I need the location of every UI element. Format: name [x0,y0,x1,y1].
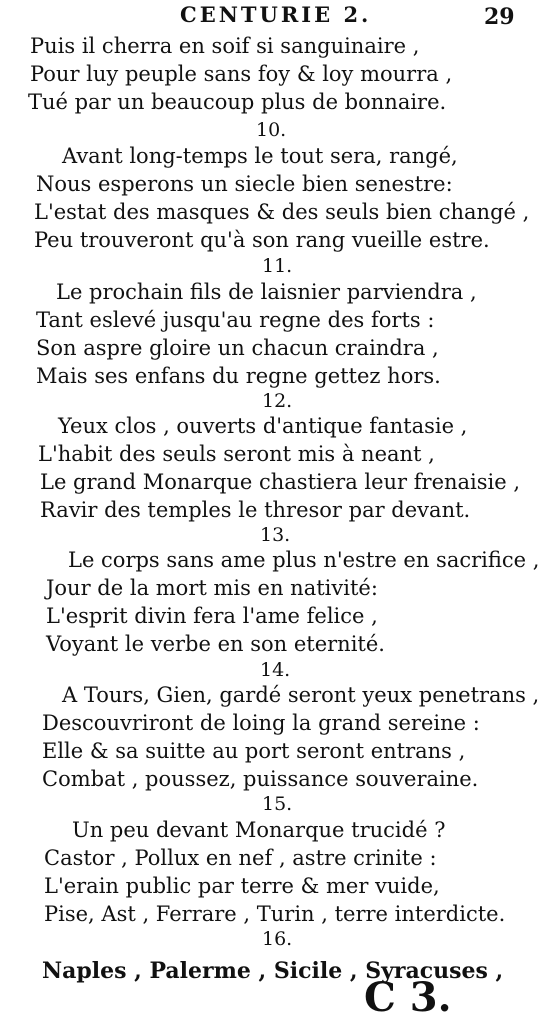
quatrain-number: 15. [262,793,293,815]
quatrain-number: 12. [262,390,293,412]
quatrain-number: 14. [260,659,291,681]
verse-line: Pour luy peuple sans foy & loy mourra , [30,62,453,86]
verse-line: Peu trouveront qu'à son rang vueille estre. [34,228,490,252]
signature-mark: C 3. [364,974,452,1021]
verse-line: A Tours, Gien, gardé seront yeux penetrans , [62,683,540,707]
verse-line: L'esprit divin fera l'ame felice , [46,604,378,628]
verse-line: Le corps sans ame plus n'estre en sacrifice , [68,548,540,572]
verse-line: Castor , Pollux en nef , astre crinite : [44,846,437,870]
verse-line: Combat , poussez, puissance souveraine. [42,767,479,791]
verse-line: Un peu devant Monarque trucidé ? [72,818,446,842]
verse-line: L'habit des seuls seront mis à neant , [38,442,435,466]
catchword: Naples , Palerme , Sicile , Syracuses , [42,958,504,984]
verse-line: Son aspre gloire un chacun craindra , [36,336,439,360]
running-head: CENTURIE 2. [180,2,372,27]
verse-line: Ravir des temples le thresor par devant. [40,498,471,522]
verse-line: L'erain public par terre & mer vuide, [44,874,440,898]
verse-line: Puis il cherra en soif si sanguinaire , [30,34,420,58]
verse-line: L'estat des masques & des seuls bien changé , [34,200,530,224]
page-number: 29 [484,4,515,30]
verse-line: Mais ses enfans du regne gettez hors. [36,364,441,388]
verse-line: Avant long-temps le tout sera, rangé, [62,144,458,168]
verse-line: Elle & sa suitte au port seront entrans , [42,739,466,763]
quatrain-number: 11. [262,255,293,277]
verse-line: Tant eslevé jusqu'au regne des forts : [36,308,435,332]
quatrain-number: 10. [256,119,287,141]
verse-line: Le grand Monarque chastiera leur frenaisie , [40,470,521,494]
verse-line: Pise, Ast , Ferrare , Turin , terre interdicte. [44,902,506,926]
verse-line: Yeux clos , ouverts d'antique fantasie , [58,414,468,438]
verse-line: Voyant le verbe en son eternité. [46,632,385,656]
verse-line: Descouvriront de loing la grand sereine : [42,711,480,735]
quatrain-number: 16. [262,928,293,950]
quatrain-number: 13. [260,524,291,546]
verse-line: Le prochain fils de laisnier parviendra , [56,280,477,304]
verse-line: Nous esperons un siecle bien senestre: [36,172,453,196]
verse-line: Jour de la mort mis en nativité: [46,576,378,600]
verse-line: Tué par un beaucoup plus de bonnaire. [28,90,447,114]
